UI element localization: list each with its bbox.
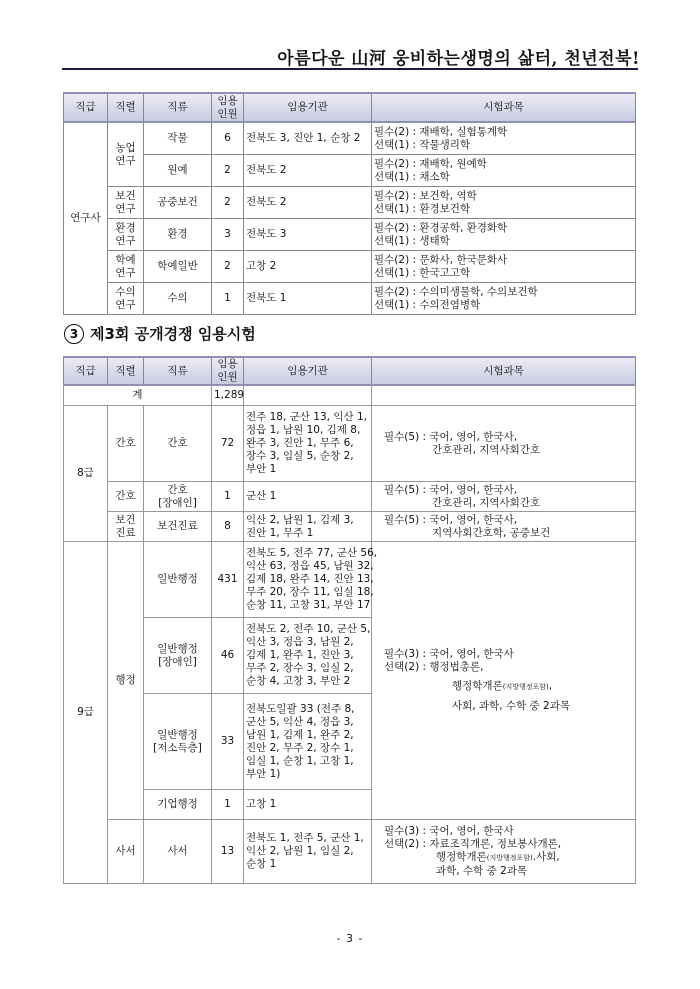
subjects-cell: [372, 406, 636, 482]
total-agency: [244, 385, 372, 406]
header-count-bottom: 인원: [217, 371, 238, 383]
count-cell: 8: [212, 512, 244, 542]
required-subjects: 필수(3) : 국어, 영어, 한국사: [384, 648, 514, 660]
optional-subjects: 선택(1) : 수의전염병학: [374, 298, 481, 311]
type-cell: 공중보건: [144, 187, 212, 219]
optional-subjects: 선택(1) : 한국고고학: [374, 266, 471, 279]
count-cell: 1: [212, 790, 244, 820]
header-rule: [62, 68, 638, 70]
total-subjects: [372, 385, 636, 406]
agency-cell: 고창 2: [244, 251, 372, 283]
header-agency: 임용기관: [244, 357, 372, 385]
series-cell: 환경 연구: [108, 219, 144, 251]
count-cell: 6: [212, 122, 244, 155]
header-agency: 임용기관: [244, 93, 372, 122]
table-header-row: [64, 357, 636, 385]
total-label: 계: [64, 385, 212, 406]
type-cell: 간호 [장애인]: [144, 482, 212, 512]
count-cell: 72: [212, 406, 244, 482]
series-cell: 간호: [108, 406, 144, 482]
type-cell: 원예: [144, 155, 212, 187]
type-cell: 사서: [144, 820, 212, 884]
optional-subject-text: 행정학개론: [452, 680, 503, 692]
agency-cell: 전북도 2: [244, 187, 372, 219]
agency-cell: 전주 18, 군산 13, 익산 1, 정읍 1, 남원 10, 김제 8, 완주 3, 진안 1, 무주 6, 장수 3, 임실 5, 순창 2, 부안 1: [244, 406, 372, 482]
type-cell: 환경: [144, 219, 212, 251]
grade-cell: 연구사: [64, 122, 108, 315]
optional-subject-text: 행정학개론: [436, 851, 487, 863]
type-cell: 간호: [144, 406, 212, 482]
required-subjects: 필수(2) : 환경공학, 환경화학: [374, 221, 508, 234]
required-subjects: 필수(2) : 수의미생물학, 수의보건학: [374, 285, 538, 298]
type-cell: 일반행정 [장애인]: [144, 618, 212, 694]
count-cell: 2: [212, 187, 244, 219]
optional-subjects: 선택(2) : 행정법총론,: [384, 661, 484, 673]
required-subjects: 필수(2) : 재배학, 실험통계학: [374, 125, 508, 138]
agency-cell: 전북도 1, 전주 5, 군산 1, 익산 2, 남원 1, 임실 2, 순창 1: [244, 820, 372, 884]
count-cell: 2: [212, 251, 244, 283]
subjects-cell: [372, 820, 636, 884]
count-cell: 46: [212, 618, 244, 694]
header-count-bottom: 인원: [217, 107, 238, 120]
series-cell: 학예 연구: [108, 251, 144, 283]
subjects-cell: [372, 251, 636, 283]
table-row: [64, 122, 636, 155]
series-cell: 농업 연구: [108, 122, 144, 187]
agency-cell: 전북도 3, 진안 1, 순창 2: [244, 122, 372, 155]
optional-subjects: 선택(1) : 환경보건학: [374, 202, 471, 215]
agency-cell: 전북도 2: [244, 155, 372, 187]
table-row: [64, 512, 636, 542]
subjects-cell: [372, 512, 636, 542]
type-cell: 수의: [144, 283, 212, 315]
required-subjects-cont: 지역사회간호학, 공중보건: [432, 526, 551, 539]
count-cell: 1: [212, 482, 244, 512]
required-subjects: 필수(5) : 국어, 영어, 한국사,: [384, 513, 518, 526]
subjects-cell: [372, 482, 636, 512]
count-cell: 1: [212, 283, 244, 315]
count-cell: 33: [212, 694, 244, 790]
agency-cell: 전북도 3: [244, 219, 372, 251]
optional-subjects: 선택(1) : 작물생리학: [374, 138, 471, 151]
research-exam-table: [63, 92, 636, 315]
header-subjects: 시험과목: [372, 357, 636, 385]
header-series: 직렬: [108, 93, 144, 122]
required-subjects: 필수(2) : 문화사, 한국문화사: [374, 253, 508, 266]
required-subjects-cont: 간호관리, 지역사회간호: [432, 443, 541, 456]
optional-subjects: 선택(1) : 생태학: [374, 234, 450, 247]
series-cell: 사서: [108, 820, 144, 884]
section-number: 3: [64, 324, 84, 344]
type-cell: 작물: [144, 122, 212, 155]
subjects-cell: [372, 542, 636, 820]
agency-cell: 전북도 5, 전주 77, 군산 56, 익산 63, 정읍 45, 남원 32, 김제 18, 완주 14, 진안 13, 무주 20, 장수 11, 임실 18, 순창 11, 고창 31, 부안 17: [244, 542, 372, 618]
series-cell: 수의 연구: [108, 283, 144, 315]
required-subjects: 필수(5) : 국어, 영어, 한국사,: [384, 430, 518, 443]
agency-cell: 군산 1: [244, 482, 372, 512]
table-row: [64, 482, 636, 512]
section-heading: [64, 323, 256, 344]
optional-subject-note: (지방행정포함): [502, 683, 549, 691]
type-cell: 학예일반: [144, 251, 212, 283]
optional-subjects: 선택(2) : 자료조직개론, 정보봉사개론,: [384, 838, 562, 850]
header-count: [212, 93, 244, 122]
required-subjects: 필수(5) : 국어, 영어, 한국사,: [384, 483, 518, 496]
count-cell: 2: [212, 155, 244, 187]
grade-cell: 9급: [64, 542, 108, 884]
optional-subjects-cont: [384, 851, 560, 863]
subjects-cell: [372, 155, 636, 187]
section-title: 제3회 공개경쟁 임용시험: [90, 325, 256, 343]
type-cell: 일반행정: [144, 542, 212, 618]
table-row: [64, 542, 636, 618]
total-count: 1,289: [212, 385, 244, 406]
agency-cell: 전북도 1: [244, 283, 372, 315]
count-cell: 13: [212, 820, 244, 884]
required-subjects: 필수(3) : 국어, 영어, 한국사: [384, 825, 514, 837]
header-count-top: 임용: [217, 358, 238, 370]
total-row: [64, 385, 636, 406]
optional-subject-note: (지방행정포함): [486, 854, 533, 862]
header-type: 직류: [144, 357, 212, 385]
table-row: [64, 219, 636, 251]
required-subjects-cont: 간호관리, 지역사회간호: [432, 496, 541, 509]
subjects-cell: [372, 187, 636, 219]
optional-subject-sep: ,: [548, 680, 553, 692]
header-grade: 직급: [64, 93, 108, 122]
type-cell: 기업행정: [144, 790, 212, 820]
optional-subjects: 선택(1) : 채소학: [374, 170, 450, 183]
optional-subject-sep: .사회,: [532, 851, 560, 863]
page-number: - 3 -: [336, 932, 364, 945]
type-cell: 일반행정 [저소득층]: [144, 694, 212, 790]
series-cell: 보건 진료: [108, 512, 144, 542]
count-cell: 3: [212, 219, 244, 251]
header-count: [212, 357, 244, 385]
required-subjects: 필수(2) : 보건학, 역학: [374, 189, 477, 202]
table-row: [64, 155, 636, 187]
type-cell: 보건진료: [144, 512, 212, 542]
table-row: [64, 820, 636, 884]
optional-subjects-cont: 과학, 수학 중 2과목: [436, 865, 528, 877]
optional-subjects-cont: 사회, 과학, 수학 중 2과목: [452, 700, 570, 712]
agency-cell: 고창 1: [244, 790, 372, 820]
table-row: [64, 406, 636, 482]
series-cell: 간호: [108, 482, 144, 512]
table-row: [64, 251, 636, 283]
open-competition-table: [63, 356, 636, 884]
agency-cell: 전북도 2, 전주 10, 군산 5, 익산 3, 정읍 3, 남원 2, 김제 1, 완주 1, 진안 3, 무주 2, 장수 3, 임실 2, 순창 4, 고창 3, 부안 2: [244, 618, 372, 694]
header-series: 직렬: [108, 357, 144, 385]
table-row: [64, 283, 636, 315]
subjects-cell: [372, 219, 636, 251]
agency-cell: 익산 2, 남원 1, 김제 3, 진안 1, 무주 1: [244, 512, 372, 542]
optional-subjects-cont: [384, 680, 633, 694]
grade-cell: 8급: [64, 406, 108, 542]
header-slogan: 아름다운 山河 웅비하는생명의 삶터, 천년전북!: [277, 49, 640, 69]
table-row: [64, 187, 636, 219]
subjects-cell: [372, 122, 636, 155]
table-header-row: [64, 93, 636, 122]
count-cell: 431: [212, 542, 244, 618]
series-cell: 보건 연구: [108, 187, 144, 219]
series-cell: 행정: [108, 542, 144, 820]
required-subjects: 필수(2) : 재배학, 원예학: [374, 157, 487, 170]
subjects-cell: [372, 283, 636, 315]
header-grade: 직급: [64, 357, 108, 385]
agency-cell: 전북도일괄 33 (전주 8, 군산 5, 익산 4, 정읍 3, 남원 1, 김제 1, 완주 2, 진안 2, 무주 2, 장수 1, 임실 1, 순창 1, 고창 1, 부안 1): [244, 694, 372, 790]
header-type: 직류: [144, 93, 212, 122]
header-subjects: 시험과목: [372, 93, 636, 122]
header-count-top: 임용: [217, 94, 238, 107]
